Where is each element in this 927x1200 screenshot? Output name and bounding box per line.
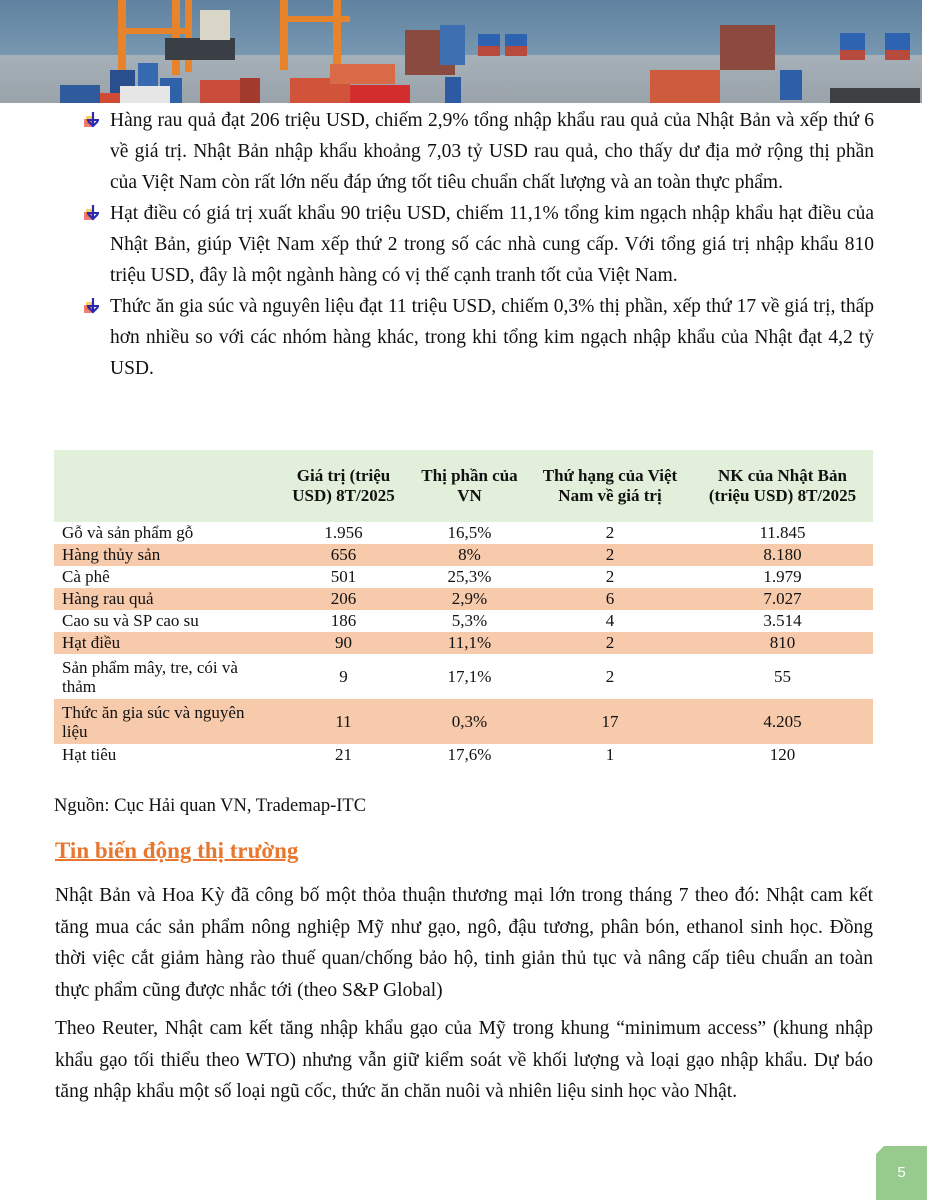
cell-value: 206 <box>276 588 411 610</box>
cell-product: Hàng rau quả <box>54 588 276 610</box>
export-table <box>54 450 873 766</box>
port-banner-image <box>0 0 922 103</box>
bullet-arrow-icon <box>84 111 102 129</box>
cell-share: 8% <box>411 544 528 566</box>
cell-share: 5,3% <box>451 611 488 630</box>
cell-japan-import: 8.180 <box>692 544 873 566</box>
cell-japan-import: 7.027 <box>692 588 873 610</box>
cell-share: 17,1% <box>447 667 492 686</box>
cell-value: 656 <box>276 544 411 566</box>
table-row <box>54 744 873 766</box>
paragraph: Theo Reuter, Nhật cam kết tăng nhập khẩu gạo của Mỹ trong khung “minimum access” (khung nhập khẩu gạo tối thiểu theo WTO) nhưng vẫn giữ kiểm soát về khối lượng và loại gạo nhập khẩu. Dự báo tăng nhập khẩu một số loại ngũ cốc, thức ăn chăn nuôi và nhiên liệu sinh học vào Nhật. <box>55 1018 873 1102</box>
bullet-arrow-icon <box>84 204 102 222</box>
table-row <box>54 610 873 632</box>
table-row <box>54 522 873 544</box>
trucks <box>830 88 920 103</box>
container <box>200 80 240 103</box>
cell-rank: 2 <box>605 667 615 686</box>
paragraph: Nhật Bản và Hoa Kỳ đã công bố một thỏa thuận thương mại lớn trong tháng 7 theo đó: Nhật cam kết tăng mua các sản phẩm nông nghiệp Mỹ như gạo, ngô, đậu tương, phân bón, ethanol sinh học. Đồng thời việc cắt giảm hàng rào thuế quan/chống bảo hộ, tinh giản thủ tục và nâng cấp tiêu chuẩn an toàn thực phẩm cũng được nhắc tới (theo S&P Global) <box>55 885 873 1001</box>
cell-japan-import: 11.845 <box>759 523 806 542</box>
cell-value: 9 <box>339 667 348 686</box>
cell-value: 21 <box>335 745 352 764</box>
table-header-row <box>54 450 873 522</box>
bullet-item <box>84 105 874 198</box>
cell-rank: 2 <box>605 523 615 542</box>
container <box>885 50 910 60</box>
cell-value: 501 <box>330 567 357 586</box>
table-row <box>54 699 873 744</box>
bullet-item <box>84 291 874 384</box>
cell-japan-import: 3.514 <box>763 611 802 630</box>
table-source: Nguồn: Cục Hải quan VN, Trademap-ITC <box>54 796 367 816</box>
cell-product: Sản phẩm mây, tre, cói và thảm <box>62 657 238 696</box>
crane-leg <box>280 0 288 70</box>
bullet-list <box>84 105 874 384</box>
container <box>100 93 120 103</box>
cell-value: 1.956 <box>324 523 363 542</box>
container <box>350 85 410 103</box>
crane-leg <box>333 0 341 68</box>
cell-rank: 2 <box>605 567 615 586</box>
cell-value: 11 <box>276 699 411 744</box>
table-row <box>54 544 873 566</box>
bullet-text: Thức ăn gia súc và nguyên liệu đạt 11 triệu USD, chiếm 0,3% thị phần, xếp thứ 17 về giá trị, thấp hơn nhiều so với các nhóm hàng khác, trong khi tổng kim ngạch nhập khẩu của Nhật đạt 4,2 tỷ USD. <box>110 296 874 379</box>
cell-rank: 17 <box>528 699 692 744</box>
section-title: Tin biến động thị trường <box>55 838 299 863</box>
cell-rank: 4 <box>605 611 615 630</box>
container <box>60 85 100 103</box>
table-row <box>54 588 873 610</box>
cell-rank: 2 <box>528 544 692 566</box>
cell-share: 17,6% <box>447 745 492 764</box>
cell-product: Hạt điều <box>54 632 276 654</box>
container <box>650 70 720 103</box>
cell-japan-import: 4.205 <box>692 699 873 744</box>
container <box>720 25 775 70</box>
cell-value: 186 <box>330 611 357 630</box>
table-row <box>54 654 873 699</box>
cell-japan-import: 55 <box>774 667 791 686</box>
bullet-arrow-icon <box>84 297 102 315</box>
crane-leg <box>118 0 126 70</box>
cell-japan-import: 1.979 <box>763 567 802 586</box>
page-number: 5 <box>897 1164 906 1181</box>
container <box>445 77 461 103</box>
container <box>885 33 910 51</box>
container <box>840 50 865 60</box>
bullet-item <box>84 198 874 291</box>
crane-leg <box>185 0 192 72</box>
cell-product: Cao su và SP cao su <box>62 611 199 630</box>
cell-japan-import: 120 <box>769 745 796 764</box>
cell-product: Thức ăn gia súc và nguyên liệu <box>54 699 276 744</box>
cell-share: 25,3% <box>447 567 492 586</box>
table-row <box>54 566 873 588</box>
container <box>120 86 170 103</box>
cell-product: Gỗ và sản phẩm gỗ <box>62 523 194 542</box>
cell-share: 2,9% <box>411 588 528 610</box>
container <box>780 70 802 100</box>
container <box>840 33 865 51</box>
cell-product: Hàng thủy sản <box>54 544 276 566</box>
header-cell-japan-import: NK của Nhật Bản (triệu USD) 8T/2025 <box>692 450 873 522</box>
container <box>330 64 395 84</box>
cell-rank: 1 <box>605 745 615 764</box>
cell-product: Cà phê <box>62 567 110 586</box>
cell-rank: 2 <box>528 632 692 654</box>
cell-share: 0,3% <box>411 699 528 744</box>
cell-value: 90 <box>276 632 411 654</box>
cell-share: 11,1% <box>411 632 528 654</box>
crane-beam <box>280 16 350 22</box>
cell-product: Hạt tiêu <box>62 745 117 764</box>
container <box>240 78 260 103</box>
cell-rank: 6 <box>528 588 692 610</box>
container <box>478 46 500 56</box>
crane-beam <box>118 28 190 34</box>
bullet-text: Hạt điều có giá trị xuất khẩu 90 triệu USD, chiếm 11,1% tổng kim ngạch nhập khẩu hạt điều của Nhật Bản, giúp Việt Nam xếp thứ 2 trong số các nhà cung cấp. Với tổng giá trị nhập khẩu 810 triệu USD, đây là một ngành hàng có vị thế cạnh tranh tốt của Việt Nam. <box>110 203 874 286</box>
container <box>505 46 527 56</box>
header-cell-product <box>54 450 276 522</box>
container <box>440 25 465 65</box>
cell-share: 16,5% <box>447 523 492 542</box>
header-cell-rank: Thứ hạng của Việt Nam về giá trị <box>528 450 692 522</box>
bullet-text: Hàng rau quả đạt 206 triệu USD, chiếm 2,9% tổng nhập khẩu rau quả của Nhật Bản và xếp thứ 6 về giá trị. Nhật Bản nhập khẩu khoảng 7,03 tỷ USD rau quả, cho thấy dư địa mở rộng thị phần của Việt Nam còn rất lớn nếu đáp ứng tốt tiêu chuẩn chất lượng và an toàn thực phẩm. <box>110 110 874 193</box>
header-cell-share: Thị phần của VN <box>411 450 528 522</box>
table-row <box>54 632 873 654</box>
cell-japan-import: 810 <box>692 632 873 654</box>
header-cell-value: Giá trị (triệu USD) 8T/2025 <box>276 450 411 522</box>
ship-hull <box>165 38 235 60</box>
ship-bridge <box>200 10 230 40</box>
